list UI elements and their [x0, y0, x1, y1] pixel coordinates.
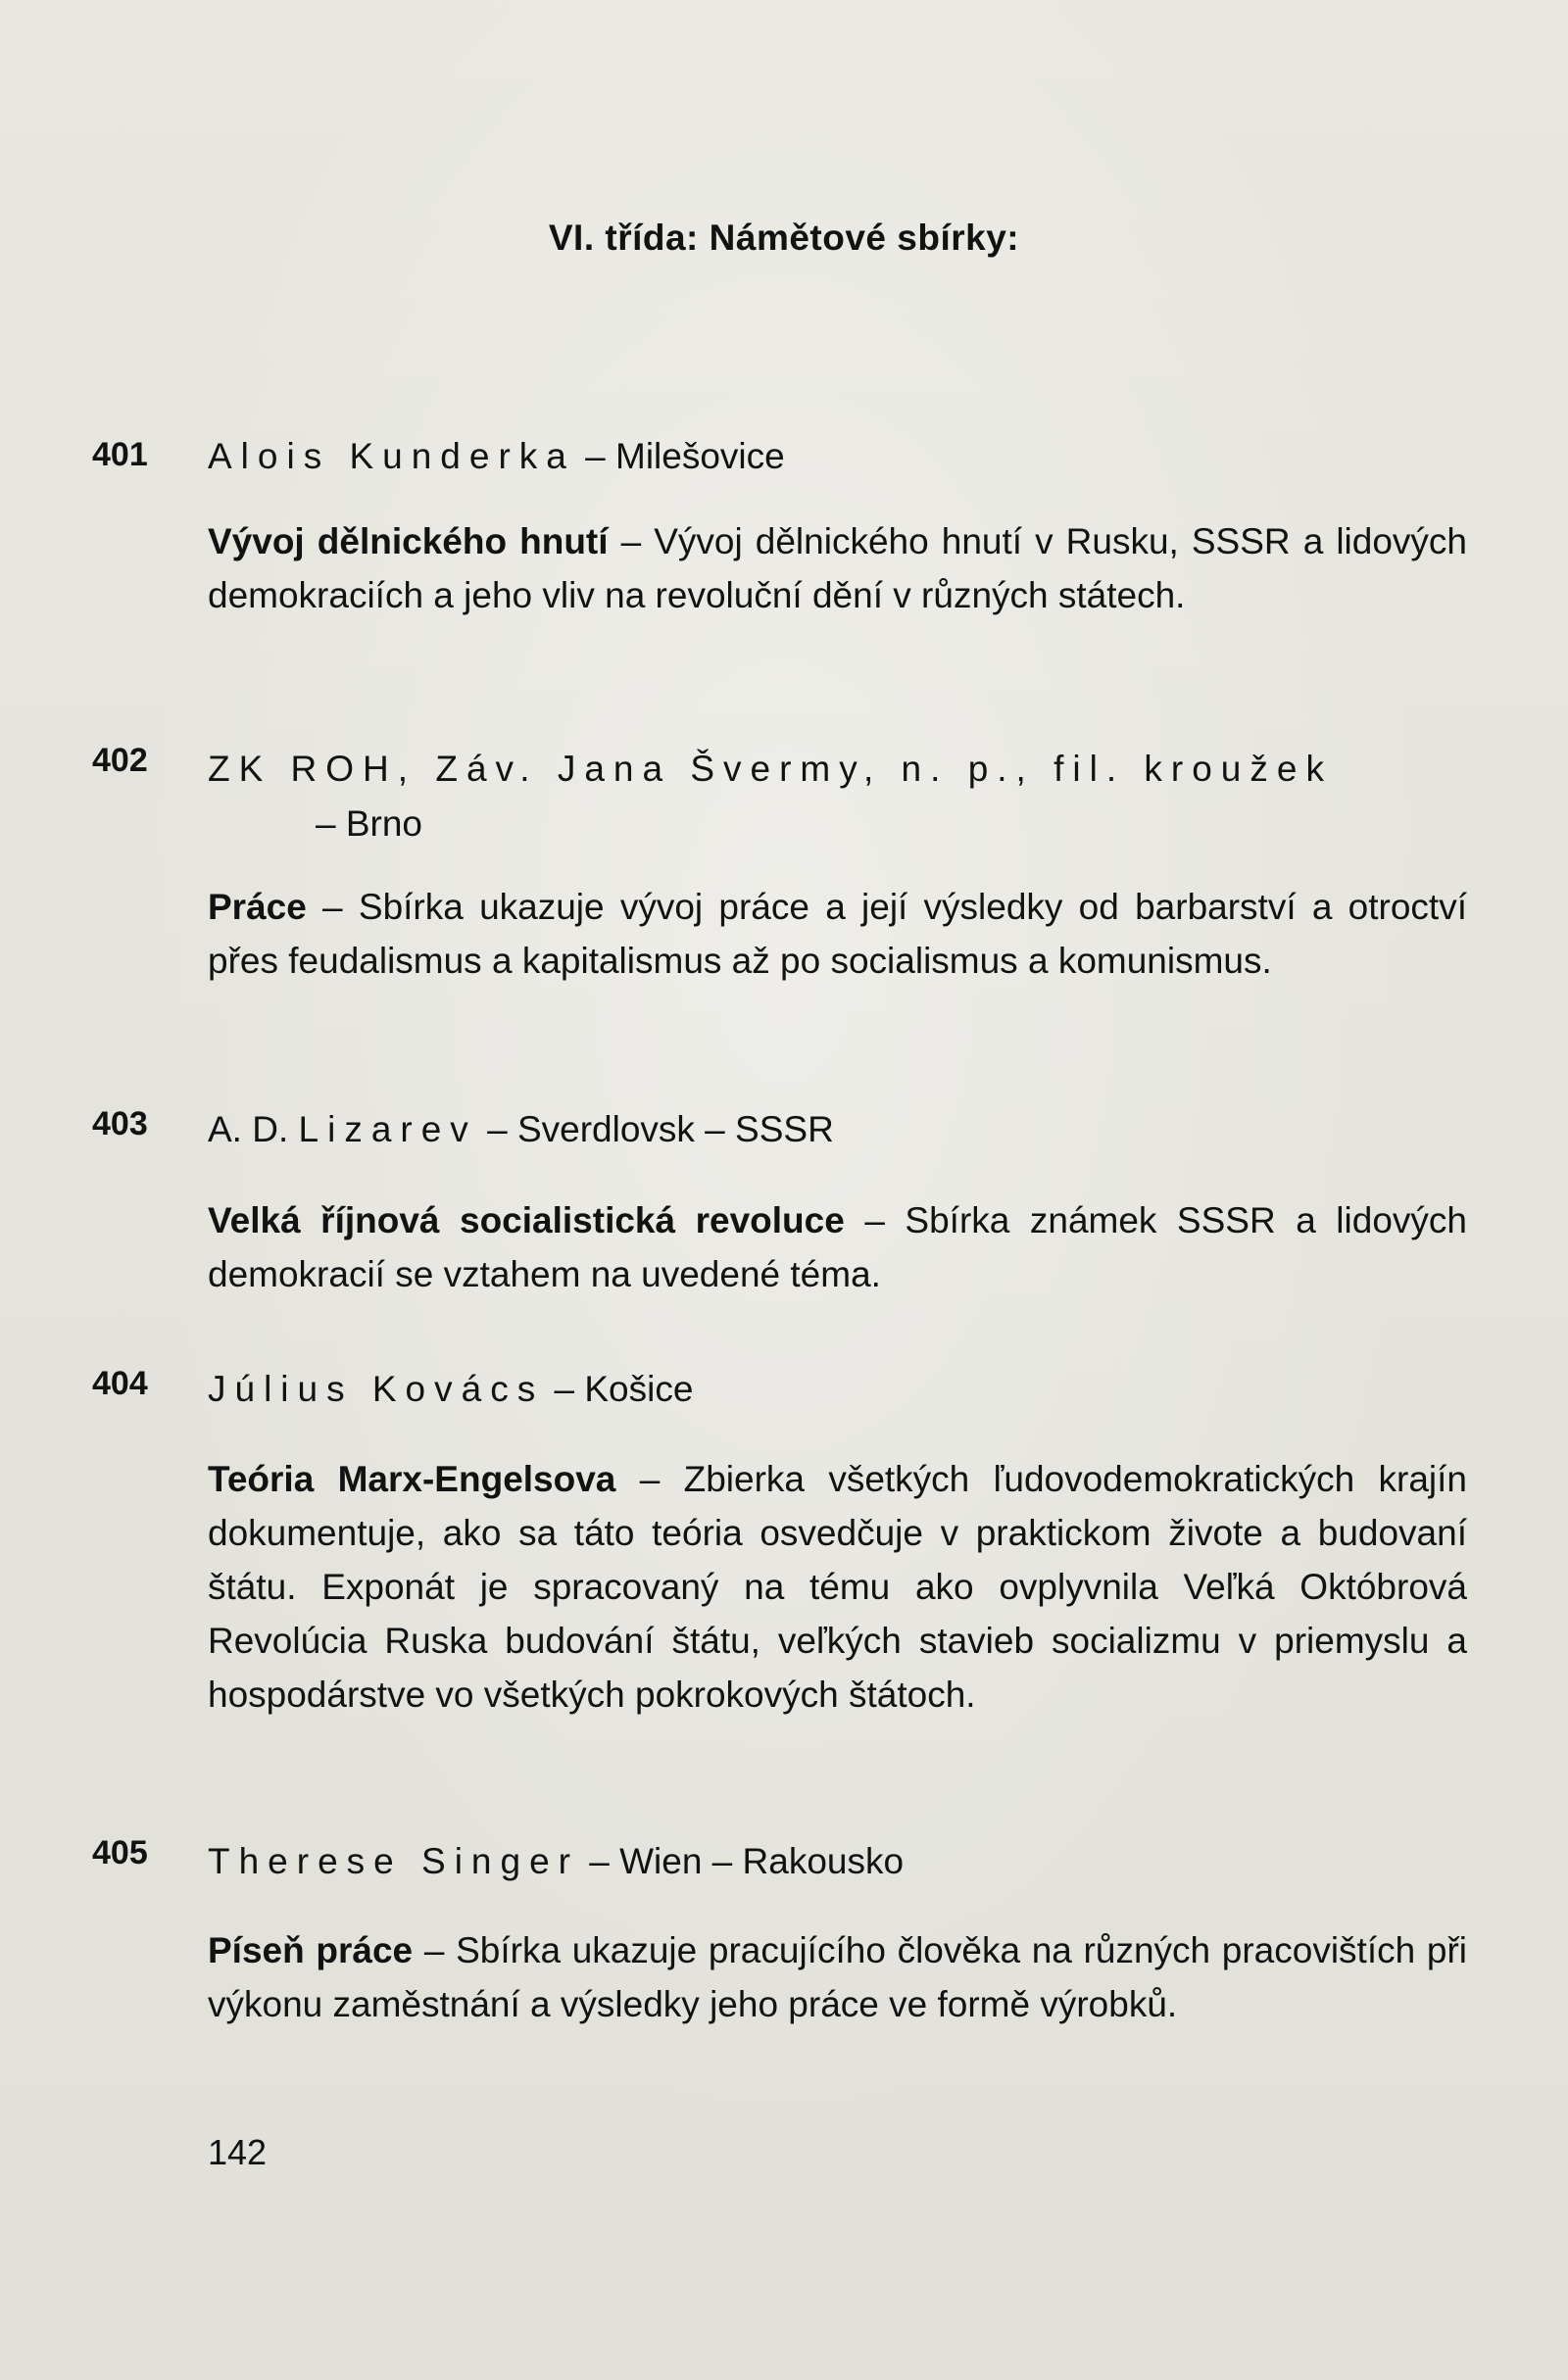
exhibitor-name: Július Kovács	[208, 1369, 545, 1409]
exhibit-text: – Sbírka ukazuje pracujícího člověka na různých pracovištích při výkonu zaměstnání a výsledky jeho práce ve formě výrobků.	[208, 1930, 1467, 2024]
entry-number: 405	[92, 1834, 148, 1871]
exhibit-text: – Sbírka známek SSSR a lidových demokracií se vztahem na uvedené téma.	[208, 1200, 1467, 1294]
exhibitor-location: – Sverdlovsk – SSSR	[476, 1109, 834, 1149]
exhibitor-location: – Wien – Rakousko	[578, 1841, 905, 1881]
exhibit-title: Teória Marx-Engelsova	[208, 1459, 616, 1499]
exhibit-text: – Vývoj dělnického hnutí v Rusku, SSSR a lidových demokraciích a jeho vliv na revoluční dění v různých státech.	[208, 521, 1468, 615]
exhibit-text: – Zbierka všetkých ľudovodemokratických krajín dokumentuje, ako sa táto teória osvedčuje v praktickom živote a budovaní štátu. Exponát je spracovaný na tému ako ovplyvnila Veľká Októbrová Revolúcia Ruska budování štátu, veľkých stavieb socializmu v priemyslu a hospodárstve vo všetkých pokrokových štátoch.	[208, 1459, 1468, 1715]
entry-number: 404	[92, 1365, 148, 1402]
exhibitor-location: – Milešovice	[574, 436, 785, 476]
exhibit-title: Práce	[208, 887, 307, 927]
exhibitor-name: Lizarev	[298, 1109, 477, 1149]
entry-number: 403	[92, 1105, 148, 1142]
entry-description	[208, 1452, 1467, 1722]
page-number: 142	[208, 2132, 268, 2172]
entry-number: 401	[92, 436, 148, 473]
section-title: VI. třída: Námětové sbírky:	[548, 218, 1020, 258]
entry-description	[208, 1923, 1467, 2031]
entry-description	[208, 514, 1467, 622]
exhibit-title: Vývoj dělnického hnutí	[208, 521, 609, 561]
exhibitor-location: – Košice	[544, 1369, 694, 1409]
entry-description	[208, 880, 1467, 988]
exhibitor-initials: A. D.	[208, 1109, 299, 1149]
entry-heading	[208, 742, 1472, 851]
exhibit-title: Píseň práce	[208, 1930, 414, 1970]
entry-heading	[208, 1834, 1472, 1889]
exhibitor-name: ZK ROH, Záv. Jana Švermy, n. p., fil. kroužek	[208, 749, 1333, 789]
exhibitor-location: – Brno	[316, 803, 423, 844]
entry-heading	[208, 429, 1472, 484]
entry-heading	[208, 1362, 1472, 1417]
exhibit-text: – Sbírka ukazuje vývoj práce a její výsledky od barbarství a otroctví přes feudalismus a kapitalismus až po socialismus a komunismus.	[208, 887, 1467, 981]
exhibit-title: Velká říjnová socialistická revoluce	[208, 1200, 845, 1240]
exhibitor-name: Therese Singer	[208, 1841, 579, 1881]
entry-heading	[208, 1102, 1472, 1157]
exhibitor-name: Alois Kunderka	[208, 436, 575, 476]
entry-description	[208, 1193, 1467, 1301]
entry-number: 402	[92, 742, 148, 779]
